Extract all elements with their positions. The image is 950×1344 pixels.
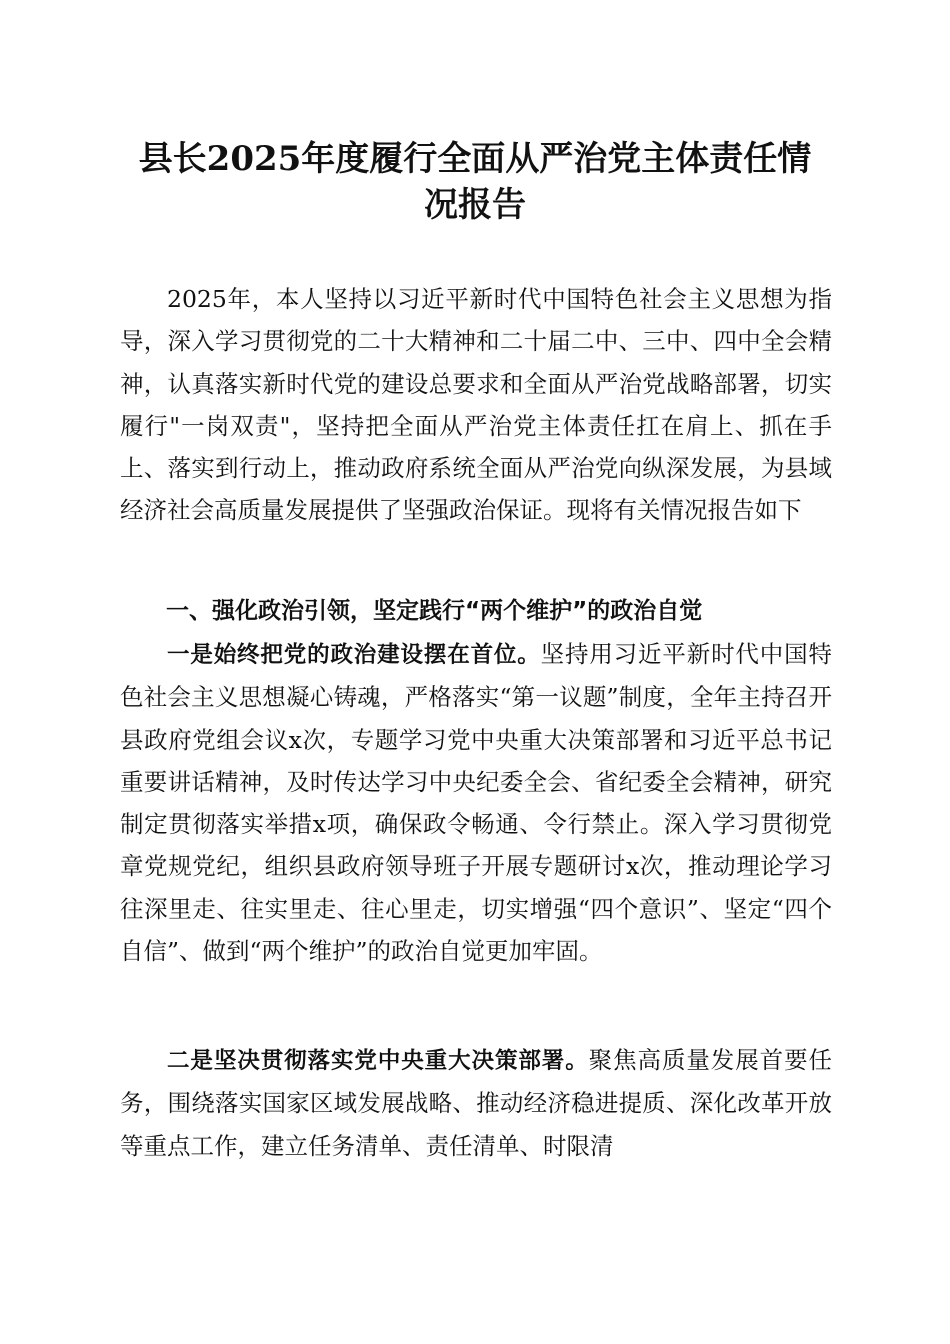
section-1-heading: 一、强化政治引领，坚定践行“两个维护”的政治自觉 — [166, 598, 703, 624]
document-title-line-2: 况报告 — [424, 185, 526, 225]
section-1-item-2-text: 聚焦高质量发展首要任务，围绕落实国家区域发展战略、推动经济稳进提质、深化改革开放等重点工作，建立任务清单、责任清单、时限清 — [120, 1046, 832, 1160]
section-1-item-1-text: 坚持用习近平新时代中国特色社会主义思想凝心铸魂，严格落实“第一议题”制度，全年主持召开县政府党组会议x次，专题学习党中央重大决策部署和习近平总书记重要讲话精神，及时传达学习中央纪委全会、省纪委全会精神，研究制定贯彻落实举措x项，确保政令畅通、令行禁止。深入学习贯彻党章党规党纪，组织县政府领导班子开展专题研讨x次，推动理论学习往深里走、往实里走、往心里走，切实增强“四个意识”、坚定“四个自信”、做到“两个维护”的政治自觉更加牢固。 — [120, 640, 832, 966]
document-title-line-1: 县长2025年度履行全面从严治党主体责任情 — [138, 139, 812, 179]
section-1-item-1-paragraph — [120, 633, 832, 972]
section-1-item-1-lead: 一是始终把党的政治建设摆在首位。 — [167, 642, 541, 668]
document-title — [100, 136, 850, 228]
section-1-item-2-lead: 二是坚决贯彻落实党中央重大决策部署。 — [167, 1048, 589, 1074]
intro-paragraph: 2025年，本人坚持以习近平新时代中国特色社会主义思想为指导，深入学习贯彻党的二十大精神和二十届二中、三中、四中全会精神，认真落实新时代党的建设总要求和全面从严治党战略部署，切实履行"一岗双责"，坚持把全面从严治党主体责任扛在肩上、抓在手上、落实到行动上，推动政府系统全面从严治党向纵深发展，为县域经济社会高质量发展提供了坚强政治保证。现将有关情况报告如下 — [120, 285, 832, 525]
section-1-item-2-paragraph — [120, 1039, 832, 1167]
